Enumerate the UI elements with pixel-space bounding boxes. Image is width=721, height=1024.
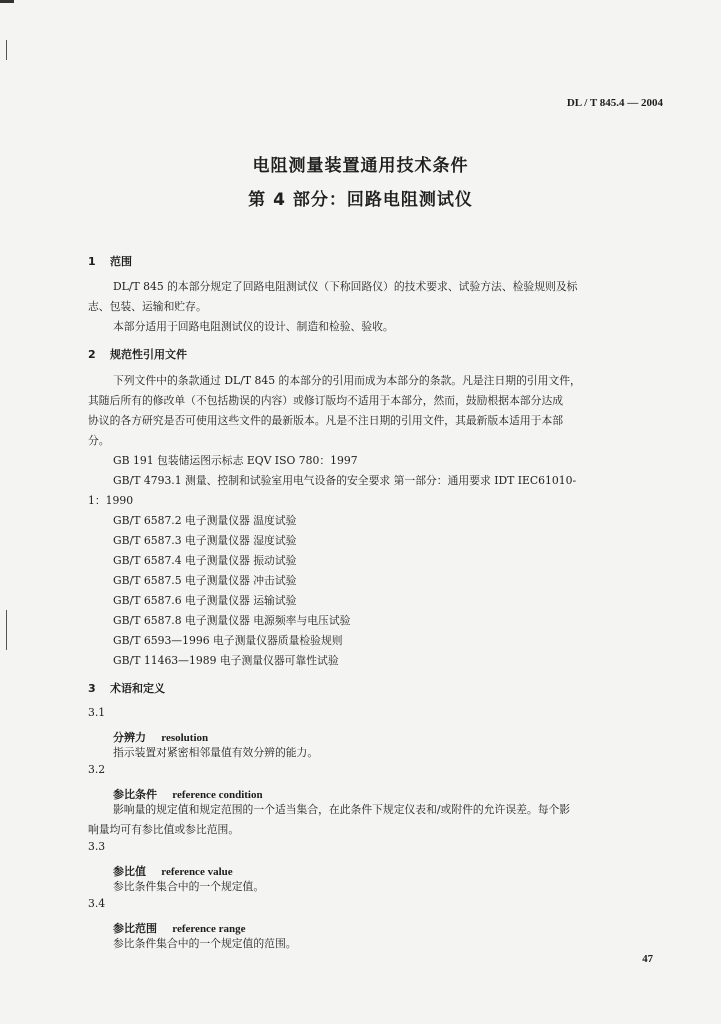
term-definition: 响量均可有参比值或参比范围。 — [88, 823, 240, 836]
term-definition: 影响量的规定值和规定范围的一个适当集合，在此条件下规定仪表和/或附件的允许误差。每个影 — [113, 803, 571, 816]
section-title: 术语和定义 — [110, 682, 165, 695]
term-chinese: 参比值 — [113, 865, 146, 878]
term-number: 3.4 — [88, 897, 106, 910]
paragraph-line: 本部分适用于回路电阻测试仪的设计、制造和检验、验收。 — [113, 320, 394, 333]
section-2-heading — [88, 349, 187, 360]
reference-item: GB/T 6587.6 电子测量仪器 运输试验 — [113, 594, 297, 607]
term-definition: 参比条件集合中的一个规定值的范围。 — [113, 937, 297, 950]
term-number: 3.2 — [88, 763, 106, 776]
term-number: 3.1 — [88, 706, 106, 719]
title-line-2: 第 4 部分：回路电阻测试仪 — [248, 190, 473, 210]
reference-item: GB/T 6587.4 电子测量仪器 振动试验 — [113, 554, 297, 567]
term-english: reference value — [161, 866, 233, 878]
paragraph-line: 其随后所有的修改单（不包括勘误的内容）或修订版均不适用于本部分，然而，鼓励根据本部分达成 — [88, 394, 564, 407]
reference-item: GB/T 4793.1 测量、控制和试验室用电气设备的安全要求 第一部分：通用要求 IDT IEC61010- — [113, 474, 577, 487]
term-title — [113, 919, 245, 935]
section-title: 范围 — [110, 255, 132, 268]
term-english: resolution — [161, 732, 209, 744]
reference-item: GB/T 11463—1989 电子测量仪器可靠性试验 — [113, 654, 339, 667]
title-line-1: 电阻测量装置通用技术条件 — [252, 156, 469, 176]
page-number: 47 — [642, 953, 653, 965]
term-title — [113, 785, 263, 801]
term-english: reference condition — [172, 789, 263, 801]
scan-corner-mark — [0, 0, 14, 3]
paragraph-line: 志、包装、运输和贮存。 — [88, 300, 207, 313]
paragraph-line: 分。 — [88, 434, 110, 447]
section-number: 2 — [88, 348, 96, 361]
standard-code: DL / T 845.4 — 2004 — [566, 97, 663, 109]
term-definition: 指示装置对紧密相邻量值有效分辨的能力。 — [113, 746, 319, 759]
reference-item: GB 191 包装储运图示标志 EQV ISO 780：1997 — [113, 454, 358, 467]
section-number: 1 — [88, 255, 96, 268]
term-chinese: 分辨力 — [113, 731, 146, 744]
section-1-heading — [88, 256, 132, 267]
reference-item: GB/T 6587.8 电子测量仪器 电源频率与电压试验 — [113, 614, 351, 627]
paragraph-line: 下列文件中的条款通过 DL/T 845 的本部分的引用而成为本部分的条款。凡是注日期的引用文件， — [113, 374, 581, 387]
paragraph-line: DL/T 845 的本部分规定了回路电阻测试仪（下称回路仪）的技术要求、试验方法、检验规则及标 — [113, 280, 578, 293]
scan-edge-mark — [6, 610, 7, 650]
term-title — [113, 862, 233, 878]
section-number: 3 — [88, 682, 96, 695]
reference-item: GB/T 6587.2 电子测量仪器 温度试验 — [113, 514, 297, 527]
reference-item: 1：1990 — [88, 494, 134, 507]
section-title: 规范性引用文件 — [110, 348, 187, 361]
scan-edge-mark — [6, 40, 7, 60]
term-chinese: 参比范围 — [113, 922, 157, 935]
term-number: 3.3 — [88, 840, 106, 853]
term-chinese: 参比条件 — [113, 788, 157, 801]
term-english: reference range — [172, 923, 246, 935]
term-definition: 参比条件集合中的一个规定值。 — [113, 880, 265, 893]
reference-item: GB/T 6587.5 电子测量仪器 冲击试验 — [113, 574, 297, 587]
term-title — [113, 728, 208, 744]
paragraph-line: 协议的各方研究是否可使用这些文件的最新版本。凡是不注日期的引用文件，其最新版本适用于本部 — [88, 414, 564, 427]
reference-item: GB/T 6587.3 电子测量仪器 湿度试验 — [113, 534, 297, 547]
reference-item: GB/T 6593—1996 电子测量仪器质量检验规则 — [113, 634, 343, 647]
section-3-heading — [88, 683, 165, 694]
